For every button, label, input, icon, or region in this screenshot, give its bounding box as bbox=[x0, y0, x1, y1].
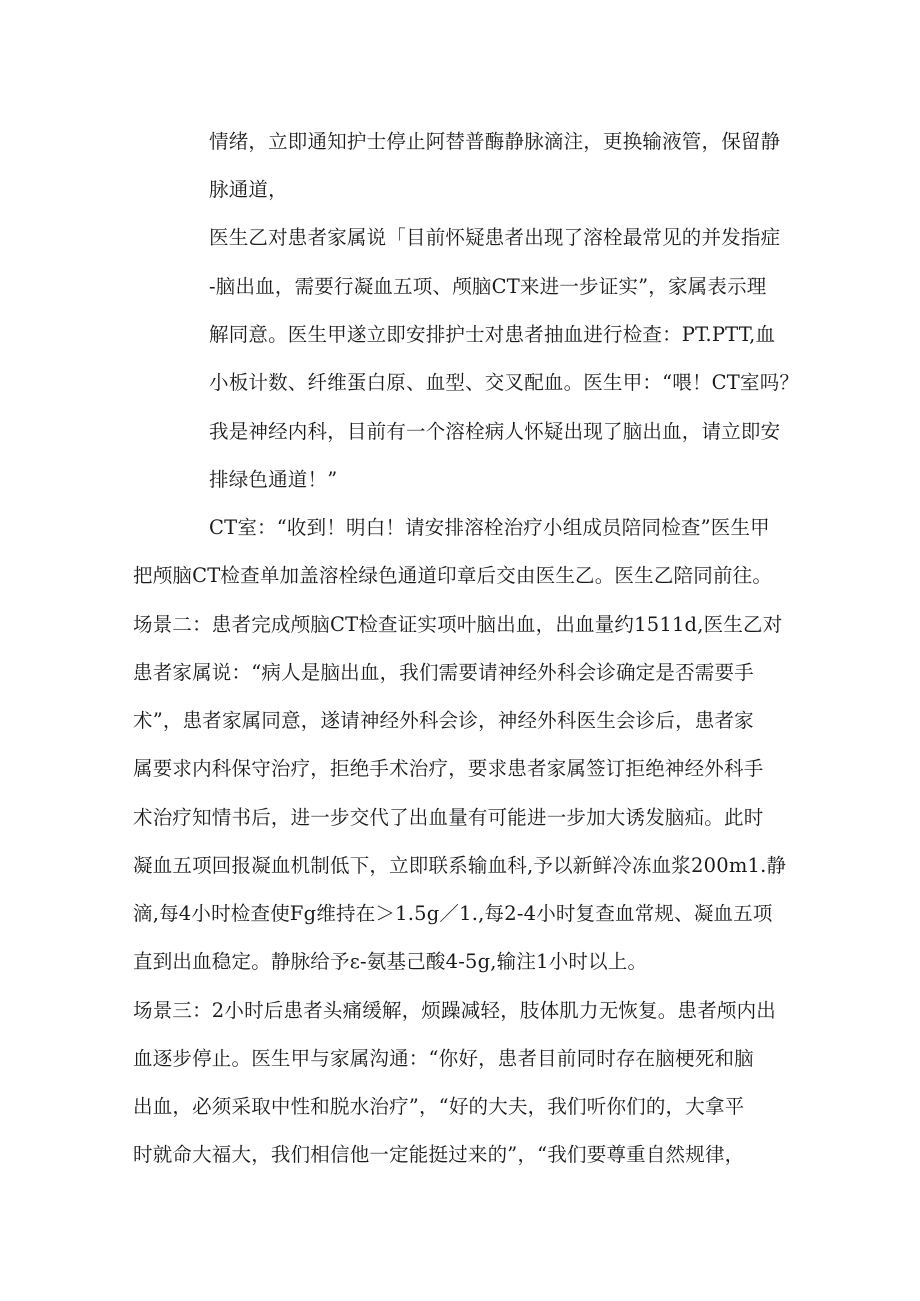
text-line: 血逐步停止。医生甲与家属沟通：“你好，患者目前同时存在脑梗死和脑 bbox=[133, 1047, 754, 1070]
text-line: 我是神经内科，目前有一个溶栓病人怀疑出现了脑出血，请立即安 bbox=[209, 420, 781, 443]
text-line: 属要求内科保守治疗，拒绝手术治疗，要求患者家属签订拒绝神经外科手 bbox=[133, 757, 764, 780]
text-line: -脑出血，需要行凝血五项、颅脑CT来进一步证实”，家属表示理 bbox=[209, 275, 767, 298]
text-line: 患者家属说：“病人是脑出血，我们需要请神经外科会诊确定是否需要手 bbox=[133, 661, 754, 684]
text-line: 情绪，立即通知护士停止阿替普酶静脉滴注，更换输液管，保留静 bbox=[209, 130, 781, 153]
text-line: 出血，必须采取中性和脱水治疗”，“好的大夫，我们听你们的，大拿平 bbox=[133, 1095, 745, 1118]
text-line: 时就命大福大，我们相信他一定能挺过来的”，“我们要尊重自然规律， bbox=[133, 1143, 745, 1166]
text-line: 小板计数、纤维蛋白原、血型、交叉配血。医生甲：“喂！CT室吗？ bbox=[209, 371, 800, 394]
text-line: CT室：“收到！明白！请安排溶栓治疗小组成员陪同检查”医生甲 bbox=[209, 516, 770, 539]
text-line: 凝血五项回报凝血机制低下，立即联系输血科,予以新鲜冷冻血浆200m1.静 bbox=[133, 854, 787, 877]
text-line: 场景二：患者完成颅脑CT检查证实项叶脑出血，出血量约1511d,医生乙对 bbox=[133, 613, 783, 636]
text-line: 术”，患者家属同意，遂请神经外科会诊，神经外科医生会诊后，患者家 bbox=[133, 709, 754, 732]
text-line: 医生乙对患者家属说「目前怀疑患者出现了溶栓最常见的并发指症 bbox=[209, 226, 781, 249]
text-line: 解同意。医生甲遂立即安排护士对患者抽血进行检查：PT.PTT,血 bbox=[209, 323, 776, 346]
text-line: 排绿色通道！” bbox=[209, 468, 338, 491]
text-line: 术治疗知情书后，进一步交代了出血量有可能进一步加大诱发脑疝。此时 bbox=[133, 806, 764, 829]
text-line: 把颅脑CT检查单加盖溶栓绿色通道印章后交由医生乙。医生乙陪同前往。 bbox=[133, 564, 773, 587]
text-line: 滴,每4小时检查使Fg维持在＞1.5g／1.,每2-4小时复查血常规、凝血五项 bbox=[133, 902, 773, 925]
text-line: 场景三：2小时后患者头痛缓解，烦躁减轻，肢体肌力无恢复。患者颅内出 bbox=[133, 999, 777, 1022]
text-line: 直到出血稳定。静脉给予ε-氨基己酸4-5g,输注1小时以上。 bbox=[133, 950, 648, 973]
text-line: 脉通道， bbox=[209, 178, 288, 201]
